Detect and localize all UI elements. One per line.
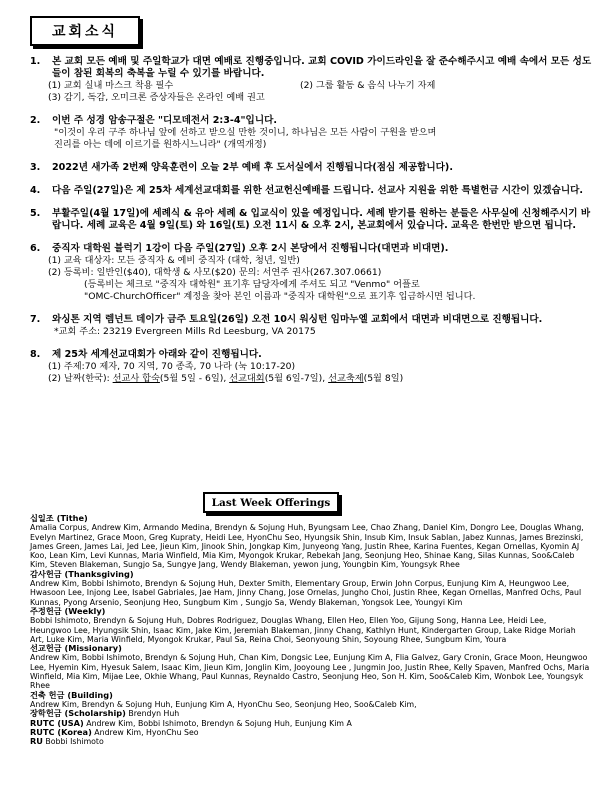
notice-heading bbox=[26, 115, 592, 127]
notice-subitem: (3) 감기, 독감, 오미크론 증상자들은 온라인 예배 권고 bbox=[48, 92, 265, 103]
offering-category bbox=[30, 709, 590, 718]
notice-number: 4. bbox=[30, 185, 41, 196]
notice-heading bbox=[26, 162, 592, 174]
offering-names: Brendyn Huh bbox=[125, 709, 180, 719]
notice-heading bbox=[26, 56, 592, 80]
offering-category-label: 십일조 (Tithe) bbox=[30, 513, 88, 523]
notice-item bbox=[26, 349, 592, 385]
offering-names: Bobbi Ishimoto, Brendyn & Sojung Huh, Dobres Rodriguez, Douglas Whang, Ellen Heo, Ellen Yoo, Gijung Song, Hanna Lee, Heidi Lee, Heungwoo Lee, Hyungsik Shin, Isaac Kim, Jake Kim, Jeremiah Blakeman, Jinny Chang, Kathlyn Hunt, Kindergarten Group, Lake Ridge Moriah Art, Luke Kim, Maria Winfield, Myongok Krukar, Paul Sa, Reina Choi, Seonyoung Shin, Soyoung Rhee, Sungbum Kim, Youra bbox=[30, 616, 576, 644]
offerings-list bbox=[30, 514, 590, 746]
notice-item bbox=[26, 185, 592, 197]
notice-item bbox=[26, 56, 592, 104]
offering-names: Andrew Kim, Bobbi Ishimoto, Brendyn & Sojung Huh, Dexter Smith, Elementary Group, Erwin John Corpus, Eunjung Kim A, Heungwoo Lee, Hwasoon Lee, Injong Lee, Isabel Gabriales, Jae Ham, Jinny Chang, Jose Ornelas, Jungho Choi, Justin Rhee, Kegan Ornellas, Manfred Ochs, Paul Kunnas, Pyong Arsenio, Seonjung Heo, Sungbum Kim , Sungjo Sa, Wendy Blakeman, Yongsok Lee, Youngyi Kim bbox=[30, 579, 582, 607]
notice-subitem: (1) 교회 실내 마스크 착용 필수 bbox=[48, 80, 174, 91]
offering-category bbox=[30, 719, 590, 728]
offerings-banner: Last Week Offerings bbox=[203, 492, 339, 513]
notice-item bbox=[26, 314, 592, 338]
notice-subitem-row bbox=[48, 80, 592, 92]
notice-item bbox=[26, 162, 592, 174]
offering-category-label: 장학헌금 (Scholarship) bbox=[30, 708, 126, 719]
notice-number: 2. bbox=[30, 115, 41, 126]
notice-heading bbox=[26, 349, 592, 361]
notice-subitem: (1) 주제:70 제자, 70 지역, 70 종족, 70 나라 (눅 10:17-20) bbox=[48, 361, 296, 372]
offering-category bbox=[30, 691, 590, 710]
offering-category bbox=[30, 514, 590, 570]
event-name: 선교축제 bbox=[328, 373, 364, 384]
notice-number: 1. bbox=[30, 56, 41, 67]
offering-category-label: 주정헌금 (Weekly) bbox=[30, 605, 106, 616]
notice-text: 본 교회 모든 예배 및 주일학교가 대면 예배로 진행중입니다. 교회 COVID 가이드라인을 잘 준수해주시고 예배 속에서 모든 성도들이 참된 회복의 축복을 누릴 수 있기를 바랍니다. bbox=[52, 56, 592, 79]
offering-names: Andrew Kim, Brendyn & Sojung Huh, Eunjung Kim A, HyonChu Seo, Seonjung Heo, Soo&Caleb Kim, bbox=[30, 699, 417, 709]
event-name: 선교대회 bbox=[229, 373, 265, 384]
event-name: 선교사 합숙 bbox=[112, 373, 160, 384]
notice-heading bbox=[26, 185, 592, 197]
notice-subitem: (등록비는 체크로 "중직자 대학원" 표기후 담당자에게 주셔도 되고 "Venmo" 어플로 bbox=[84, 279, 420, 290]
offering-category-label: 선교헌금 (Missionary) bbox=[30, 643, 122, 654]
notice-number: 3. bbox=[30, 162, 41, 173]
notice-heading bbox=[26, 208, 592, 232]
offering-category-label: RUTC (USA) bbox=[30, 717, 84, 728]
notice-number: 5. bbox=[30, 208, 41, 219]
event-date: (5월 6일-7일), bbox=[264, 373, 329, 384]
notice-item bbox=[26, 208, 592, 232]
page-title: 교회소식 bbox=[30, 16, 140, 46]
offering-names: Andrew Kim, HyonChu Seo bbox=[91, 727, 199, 737]
notice-number: 7. bbox=[30, 314, 41, 325]
notice-heading bbox=[26, 314, 592, 326]
notice-text: 제 25차 세계선교대회가 아래와 같이 진행됩니다. bbox=[52, 349, 262, 360]
offering-category bbox=[30, 728, 590, 737]
notice-number: 6. bbox=[30, 243, 41, 254]
notice-subitem: (1) 교육 대상자: 모든 중직자 & 예비 중직자 (대학, 청년, 일반) bbox=[48, 255, 300, 266]
offering-names: Bobbi Ishimoto bbox=[42, 737, 104, 747]
notice-text: 중직자 대학원 블럭기 1강이 다음 주일(27일) 오후 2시 본당에서 진행됩니다(대면과 비대면). bbox=[52, 243, 449, 254]
notice-list bbox=[26, 56, 592, 396]
offering-category-label: 감사헌금 (Thanksgiving) bbox=[30, 568, 134, 579]
event-date: (5월 8일) bbox=[363, 373, 404, 384]
notice-item bbox=[26, 115, 592, 151]
offering-category bbox=[30, 737, 590, 746]
offering-category bbox=[30, 644, 590, 690]
notice-text: 이번 주 성경 암송구절은 "디모데전서 2:3-4"입니다. bbox=[52, 115, 278, 126]
notice-subitem: (2) 그룹 활동 & 음식 나누기 자제 bbox=[300, 80, 436, 91]
event-date: (5월 5일 - 6일), bbox=[159, 373, 230, 384]
notice-subitem: "이것이 우리 구주 하나님 앞에 선하고 받으실 만한 것이니, 하나님은 모든 사람이 구원을 받으며 bbox=[54, 127, 437, 138]
notice-text: 다음 주일(27일)은 제 25차 세계선교대회를 위한 선교헌신예배를 드립니다. 선교사 지원을 위한 특별헌금 시간이 있겠습니다. bbox=[52, 185, 584, 196]
notice-subitem: "OMC-ChurchOfficer" 계정을 찾아 본인 이름과 "중직자 대학원"으로 표기후 입금하시면 됩니다. bbox=[84, 291, 476, 302]
offering-category-label: RUTC (Korea) bbox=[30, 726, 92, 737]
offering-names: Andrew Kim, Bobbi Ishimoto, Brendyn & Sojung Huh, Eunjung Kim A bbox=[83, 718, 352, 728]
offering-category bbox=[30, 570, 590, 607]
offering-category-label: RU bbox=[30, 736, 43, 747]
notice-text: 와싱톤 지역 렘넌트 데이가 금주 토요일(26일) 오전 10시 워싱턴 임마누엘 교회에서 대면과 비대면으로 진행됩니다. bbox=[52, 314, 543, 325]
notice-text: 부활주일(4월 17일)에 세례식 & 유아 세례 & 입교식이 있을 예정입니다. 세례 받기를 원하는 분들은 사무실에 신청해주시기 바랍니다. 세례 교육은 4월 9일(토) 와 16일(토) 오전 11시 & 오후 2시, 본교회에서 있습니다. 교육은 한번만 받으면 됩니다. bbox=[52, 208, 591, 231]
notice-number: 8. bbox=[30, 349, 41, 360]
notice-subitem: (2) 등록비: 일반인($40), 대학생 & 사모($20) 문의: 서연주 권사(267.307.0661) bbox=[48, 267, 382, 278]
notice-text: 2022년 새가족 2번째 양육훈련이 오늘 2부 예배 후 도서실에서 진행됩니다(점심 제공합니다). bbox=[52, 162, 453, 173]
offering-names: Amalia Corpus, Andrew Kim, Armando Medina, Brendyn & Sojung Huh, Byungsam Lee, Chao Zhang, Daniel Kim, Dongro Lee, Douglas Whang, Evelyn Martinez, Grace Moon, Greg Kupraty, Heidi Lee, HyonChu Seo, Hyungsik Shin, Insub Kim, Insuk Sablan, Jabez Kunnas, James Brezinski, James Green, James Lai, Jed Lee, Jieun Kim, Jinook Shin, Jongkap Kim, Junyeong Yang, Justin Rhee, Karina Fuentes, Kegan Ornellas, Kyomin AJ Koo, Lean Kim, Levi Kunnas, Maria Winfield, Mia Kim, Myongok Krukar, Rebekah Jang, Seonjung Heo, Shinae Kang, Silas Kunnas, Soo&Caleb Kim, Steven Blakeman, Sungjo Sa, Sungye Jang, Wendy Blakeman, yewon jung, Youngbin Kim, Youngsyk Rhee bbox=[30, 523, 584, 570]
offering-category bbox=[30, 607, 590, 644]
notice-heading bbox=[26, 243, 592, 255]
dates-prefix: (2) 날짜(한국): bbox=[48, 373, 113, 384]
notice-subitem: 진리를 아는 데에 이르기를 원하시느니라" (개역개정) bbox=[54, 139, 267, 150]
notice-dates-row bbox=[48, 373, 592, 385]
notice-subitem: *교회 주소: 23219 Evergreen Mills Rd Leesburg, VA 20175 bbox=[54, 326, 316, 337]
offering-names: Andrew Kim, Bobbi Ishimoto, Brendyn & Sojung Huh, Chan Kim, Dongsic Lee, Eunjung Kim A, Flia Galvez, Gary Cronin, Grace Moon, Heungwoo Lee, Hyemin Kim, Hyesuk Salem, Isaac Kim, Jieun Kim, Jonglin Kim, Jooyoung Lee , Jungmin Joo, Justin Rhee, Kelly Spaven, Manfred Ochs, Maria Winfield, Mia Kim, Mijae Lee, Okhie Whang, Paul Kunnas, Reynaldo Castro, Seonjung Heo, Son H. Kim, Soo&Caleb Kim, Wonbok Lee, Youngsyk Rhee bbox=[30, 653, 590, 691]
notice-item bbox=[26, 243, 592, 303]
offering-category-label: 건축 헌금 (Building) bbox=[30, 689, 113, 700]
